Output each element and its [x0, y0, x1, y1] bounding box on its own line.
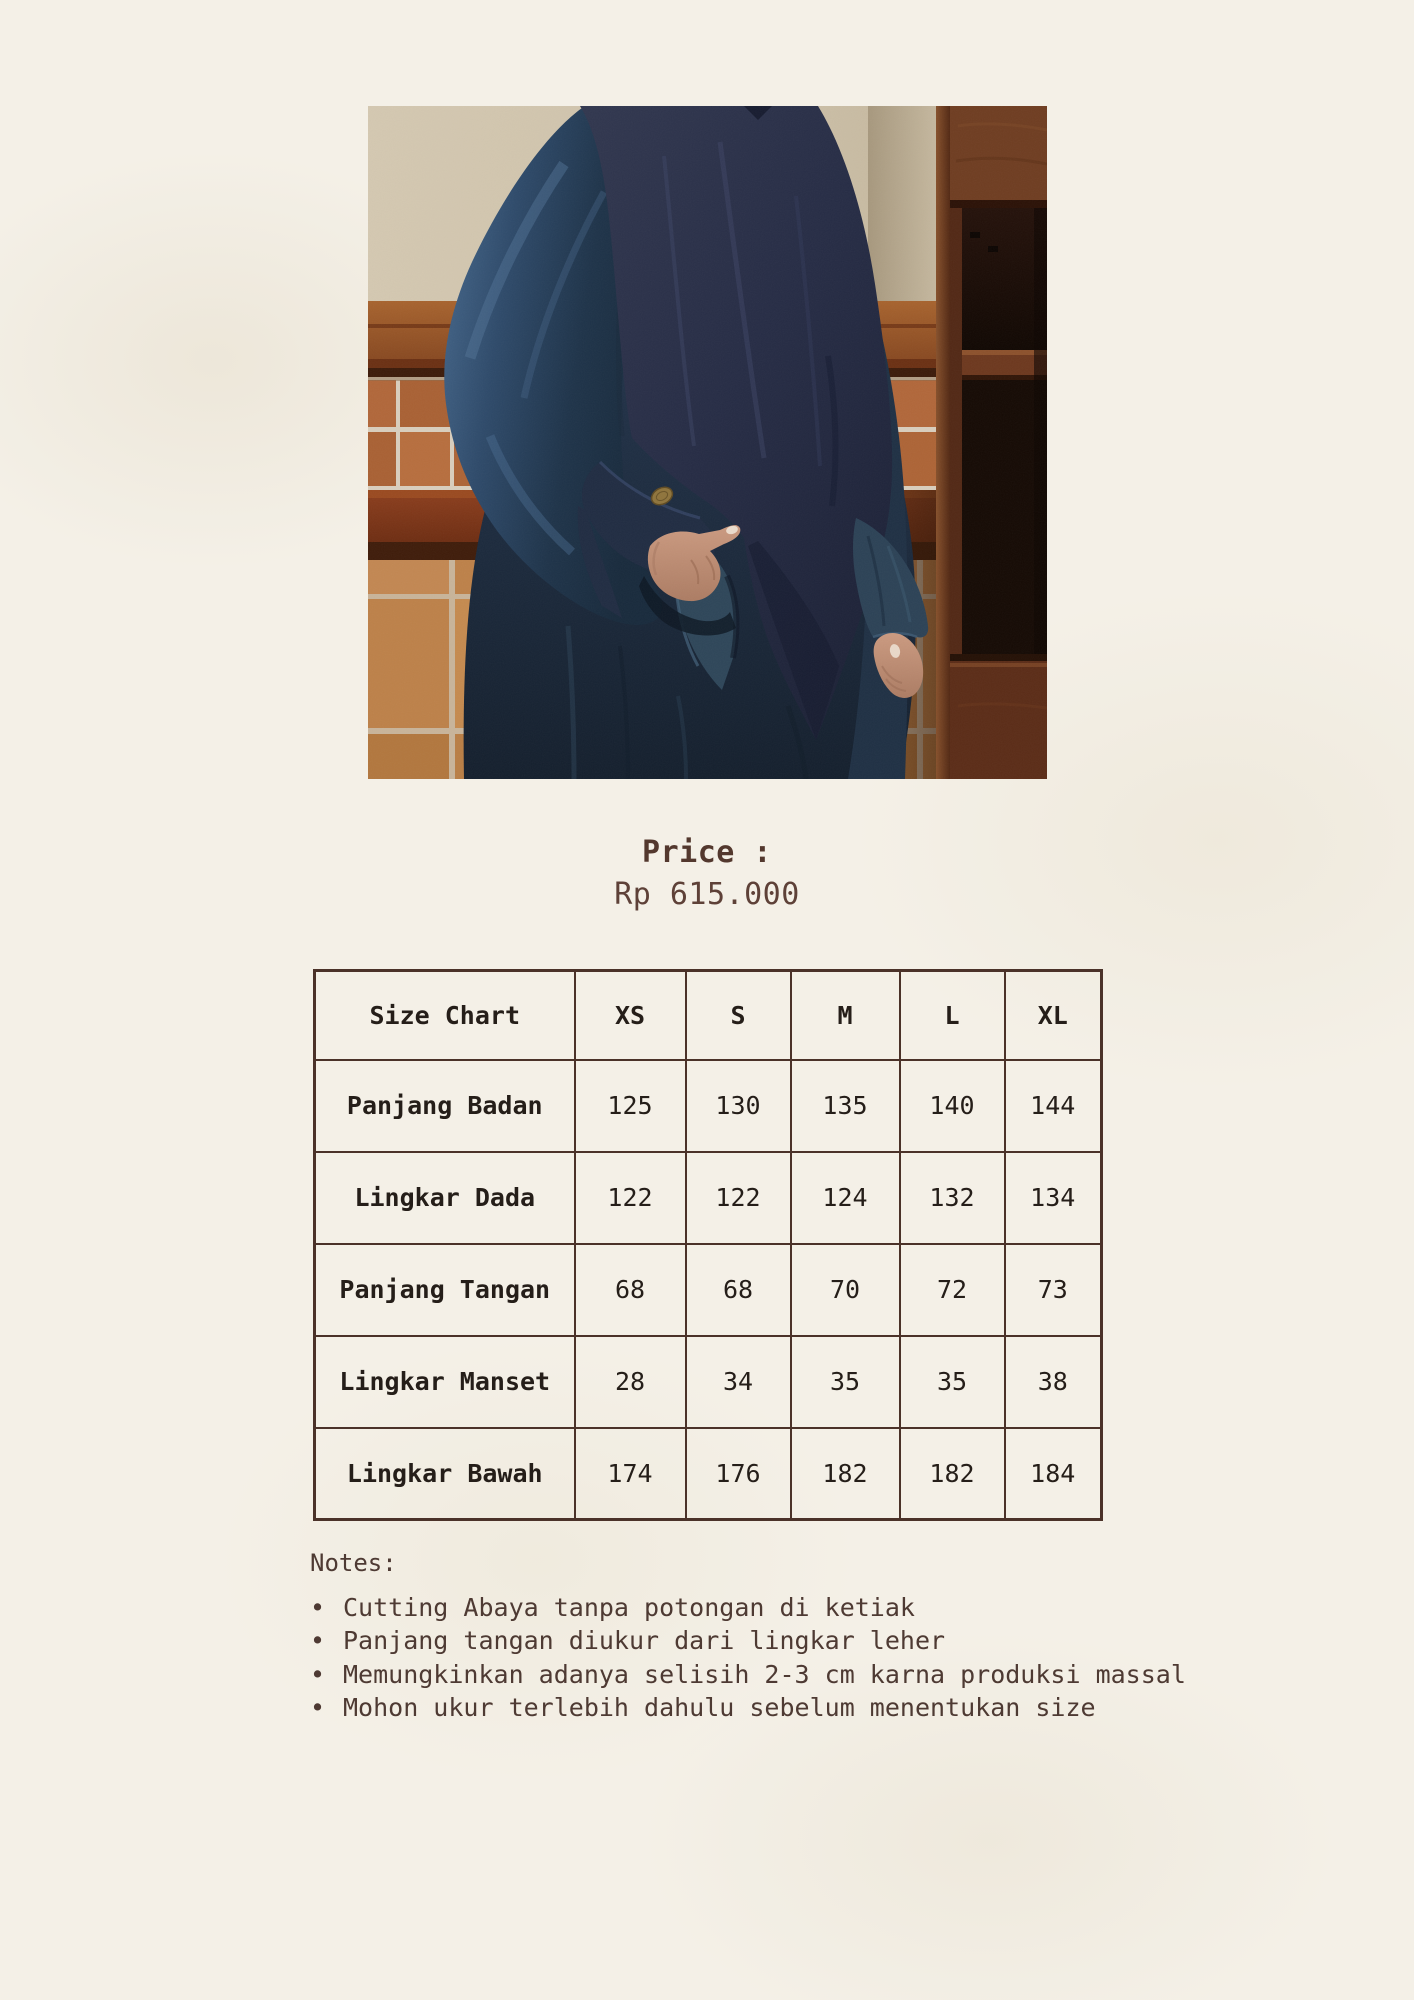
- measurement-value: 174: [575, 1428, 686, 1520]
- size-column-header: L: [900, 971, 1005, 1060]
- measurement-value: 182: [900, 1428, 1005, 1520]
- note-text: Cutting Abaya tanpa potongan di ketiak: [343, 1593, 915, 1622]
- measurement-value: 68: [686, 1244, 791, 1336]
- measurement-value: 28: [575, 1336, 686, 1428]
- size-chart-row: [315, 1336, 1102, 1428]
- measurement-value: 122: [686, 1152, 791, 1244]
- measurement-value: 130: [686, 1060, 791, 1152]
- measurement-value: 122: [575, 1152, 686, 1244]
- measurement-label: Lingkar Bawah: [315, 1428, 575, 1520]
- product-photo: [368, 106, 1047, 779]
- price-label: Price :: [642, 835, 772, 870]
- size-column-header: XL: [1005, 971, 1102, 1060]
- measurement-value: 134: [1005, 1152, 1102, 1244]
- bullet-icon: •: [310, 1593, 326, 1622]
- measurement-value: 182: [791, 1428, 900, 1520]
- size-chart-title-cell: Size Chart: [315, 971, 575, 1060]
- size-chart-row: [315, 1244, 1102, 1336]
- measurement-label: Lingkar Manset: [315, 1336, 575, 1428]
- size-chart-row: [315, 1428, 1102, 1520]
- bullet-icon: •: [310, 1693, 326, 1723]
- size-column-header: M: [791, 971, 900, 1060]
- measurement-value: 34: [686, 1336, 791, 1428]
- measurement-label: Lingkar Dada: [315, 1152, 575, 1244]
- measurement-value: 140: [900, 1060, 1005, 1152]
- note-text: Memungkinkan adanya selisih 2-3 cm karna produksi massal: [343, 1659, 1186, 1689]
- note-text: Mohon ukur terlebih dahulu sebelum menentukan size: [343, 1693, 1096, 1723]
- bullet-icon: •: [310, 1626, 326, 1656]
- note-item: [310, 1691, 1186, 1724]
- measurement-value: 125: [575, 1060, 686, 1152]
- size-chart-row: [315, 1152, 1102, 1244]
- photo-grain-overlay: [368, 106, 1047, 779]
- measurement-value: 68: [575, 1244, 686, 1336]
- note-text: Panjang tangan diukur dari lingkar leher: [343, 1626, 946, 1656]
- measurement-label: Panjang Tangan: [315, 1244, 575, 1336]
- measurement-value: 132: [900, 1152, 1005, 1244]
- measurement-value: 144: [1005, 1060, 1102, 1152]
- notes-title: Notes:: [310, 1549, 397, 1577]
- measurement-label: Panjang Badan: [315, 1060, 575, 1152]
- size-chart-table: [313, 969, 1103, 1521]
- product-photo-illustration: [368, 106, 1047, 779]
- bullet-icon: •: [310, 1659, 326, 1689]
- notes-list: [310, 1591, 1186, 1725]
- size-column-header: XS: [575, 971, 686, 1060]
- note-item: [310, 1658, 1186, 1691]
- measurement-value: 35: [791, 1336, 900, 1428]
- price-value: Rp 615.000: [614, 877, 800, 912]
- measurement-value: 176: [686, 1428, 791, 1520]
- measurement-value: 184: [1005, 1428, 1102, 1520]
- measurement-value: 135: [791, 1060, 900, 1152]
- size-column-header: S: [686, 971, 791, 1060]
- measurement-value: 38: [1005, 1336, 1102, 1428]
- measurement-value: 35: [900, 1336, 1005, 1428]
- measurement-value: 72: [900, 1244, 1005, 1336]
- size-chart-row: [315, 1060, 1102, 1152]
- price-section: [0, 832, 1414, 916]
- notes-section: [310, 1548, 1186, 1725]
- measurement-value: 73: [1005, 1244, 1102, 1336]
- size-chart-header-row: [315, 971, 1102, 1060]
- note-item: [310, 1591, 1186, 1624]
- note-item: [310, 1624, 1186, 1657]
- measurement-value: 124: [791, 1152, 900, 1244]
- measurement-value: 70: [791, 1244, 900, 1336]
